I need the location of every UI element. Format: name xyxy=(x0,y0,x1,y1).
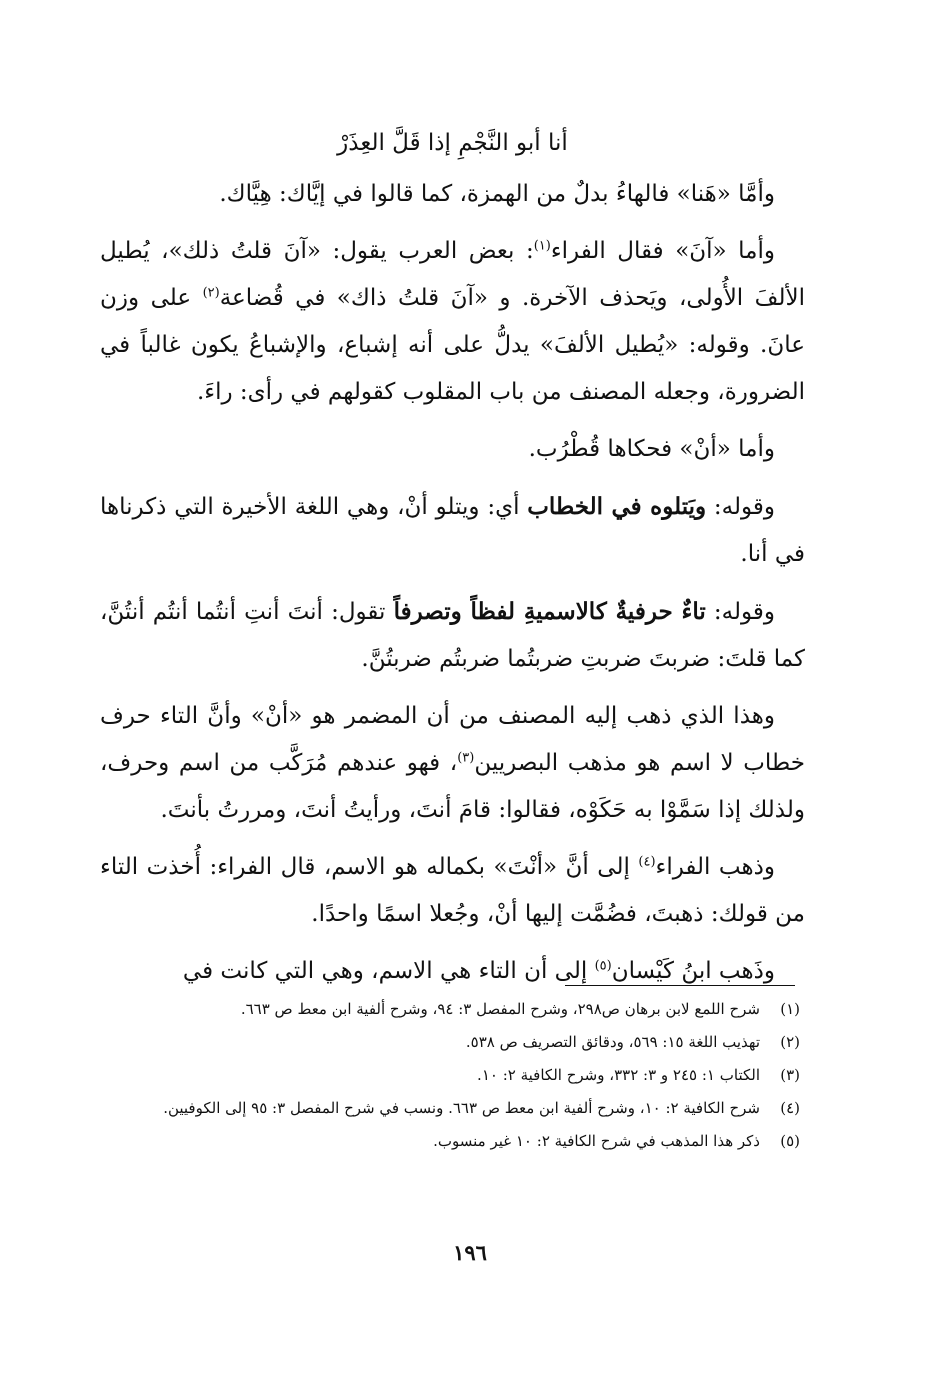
paragraph-khitab-rest: أي: ويتلو أنْ، وهي اللغة الأخيرة التي ذكرناها في أنا. xyxy=(100,494,805,567)
paragraph-taa xyxy=(100,588,805,683)
footnote-1-number: (١) xyxy=(780,1000,800,1018)
paragraph-hana xyxy=(100,171,805,218)
footnote-ref-4[interactable]: (٤) xyxy=(638,854,656,870)
paragraph-basriyyin-part2: ، فهو عندهم مُرَكَّب من اسم وحرف، ولذلك إذا سَمَّوْا به حَكَوْه، فقالوا: قامَ أنتَ، ورأيتُ أنتَ، ومررتُ بأنتَ. xyxy=(100,750,805,823)
paragraph-farra xyxy=(100,844,805,938)
footnote-ref-2[interactable]: (٢) xyxy=(202,285,220,301)
paragraph-aana-part2: : بعض العرب يقول: «آنَ قلتُ ذلك»، يُطيل الألفَ الأُولى، ويَحذف الآخرة. و «آنَ قلتُ ذاك» في قُضاعة xyxy=(100,238,805,311)
matn-quote-taa: تاءٌ حرفيةٌ كالاسميةِ لفظاً وتصرفاً xyxy=(393,598,706,625)
paragraph-an xyxy=(100,426,805,473)
footnote-5-number: (٥) xyxy=(780,1132,800,1150)
paragraph-kaysan-part1: وذَهب ابنُ كَيْسان xyxy=(611,958,775,984)
matn-quote-khitab: ويَتلوه في الخطاب xyxy=(527,493,707,520)
footnote-5 xyxy=(100,1127,800,1156)
footnote-3 xyxy=(100,1061,800,1090)
paragraph-farra-part2: إلى أنَّ «أنْتَ» بكماله هو الاسم، قال الفراء: أُخذت التاء من قولك: ذهبتَ، فضُمَّت إليها أنْ، وجُعلا اسمًا واحدًا. xyxy=(100,854,805,927)
paragraph-an-text: وأما «أنْ» فحكاها قُطْرُب. xyxy=(528,436,775,462)
footnote-4 xyxy=(100,1094,800,1123)
paragraph-aana-part1: وأما «آنَ» فقال الفراء xyxy=(550,238,775,264)
main-text xyxy=(100,120,805,1005)
paragraph-kaysan xyxy=(100,948,805,995)
footnote-2 xyxy=(100,1028,800,1057)
footnote-2-number: (٢) xyxy=(780,1033,800,1051)
paragraph-farra-part1: وذهب الفراء xyxy=(655,854,775,880)
footnote-3-number: (٣) xyxy=(780,1066,800,1084)
footnote-4-number: (٤) xyxy=(780,1099,800,1117)
paragraph-basriyyin xyxy=(100,693,805,834)
paragraph-taa-lead: وقوله: xyxy=(705,599,775,625)
paragraph-taa-rest: تقول: أنتَ أنتِ أنتُما أنتُم أنتُنَّ، كما قلتَ: ضربتَ ضربتِ ضربتُما ضربتُم ضربتُنَّ. xyxy=(100,599,805,672)
verse-line: أنا أبو النَّجْمِ إذا قَلَّ العِذَرْ xyxy=(337,130,568,156)
paragraph-basriyyin-part1: وهذا الذي ذهب إليه المصنف من أن المضمر هو «أنْ» وأنَّ التاء حرف خطاب لا اسم هو مذهب البصريين xyxy=(100,703,806,776)
footnote-1 xyxy=(100,995,800,1024)
paragraph-khitab-lead: وقوله: xyxy=(706,494,775,520)
paragraph-khitab xyxy=(100,483,805,578)
footnote-5-text: ذكر هذا المذهب في شرح الكافية ٢: ١٠ غير منسوب. xyxy=(433,1132,760,1150)
footnote-2-text: تهذيب اللغة ١٥: ٥٦٩، ودقائق التصريف ص ٥٣٨. xyxy=(465,1033,760,1051)
paragraph-aana-part3: على وزن عانَ. وقوله: «يُطيل الألفَ» يدلُّ على أنه إشباع، والإشباعُ يكون غالباً في الضرورة، وجعله المصنف من باب المقلوب كقولهم في رأى: راءَ. xyxy=(100,285,805,405)
paragraph-kaysan-part2: إلى أن التاء هي الاسم، وهي التي كانت في xyxy=(182,958,595,984)
paragraph-aana xyxy=(100,228,805,416)
footnote-ref-1[interactable]: (١) xyxy=(533,238,551,254)
footnote-ref-3[interactable]: (٣) xyxy=(457,750,475,766)
footnote-3-text: الكتاب ١: ٢٤٥ و ٣: ٣٣٢، وشرح الكافية ٢: ١٠. xyxy=(477,1066,760,1084)
footnote-divider xyxy=(565,985,795,986)
paragraph-hana-text: وأمَّا «هَنا» فالهاءُ بدلٌ من الهمزة، كما قالوا في إيَّاك: هِيَّاك. xyxy=(219,181,775,207)
footnote-4-text: شرح الكافية ٢: ١٠، وشرح ألفية ابن معط ص ٦٦٣. ونسب في شرح المفصل ٣: ٩٥ إلى الكوفيين. xyxy=(163,1099,760,1117)
page-number: ١٩٦ xyxy=(453,1240,487,1265)
footnotes xyxy=(100,995,800,1160)
footnote-1-text: شرح اللمع لابن برهان ص٢٩٨، وشرح المفصل ٣: ٩٤، وشرح ألفية ابن معط ص ٦٦٣. xyxy=(240,1000,760,1018)
footnote-ref-5[interactable]: (٥) xyxy=(594,958,612,974)
